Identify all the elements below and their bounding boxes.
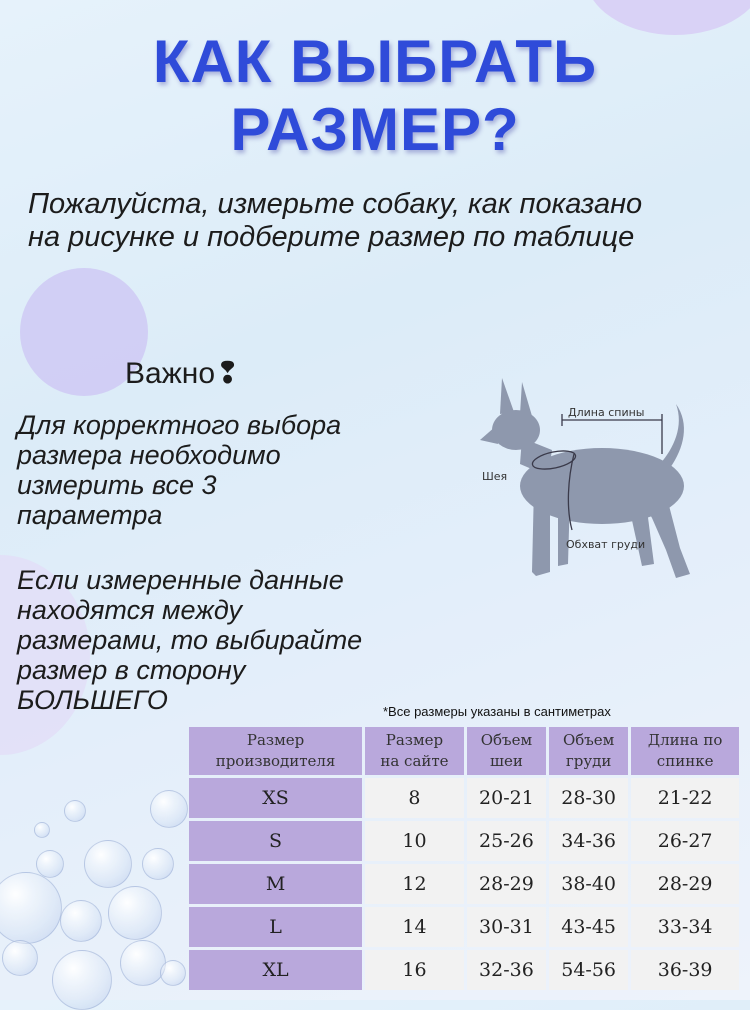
units-note: *Все размеры указаны в сантиметрах [383, 704, 611, 719]
cell-neck: 25-26 [467, 821, 546, 861]
cell-back: 36-39 [631, 950, 739, 990]
page-title [0, 28, 750, 164]
bubble [52, 950, 112, 1010]
cell-neck: 30-31 [467, 907, 546, 947]
note2-line: размерами, то выбирайте [17, 625, 363, 655]
cell-mfr-size: XL [189, 950, 362, 990]
bubble [36, 850, 64, 878]
bubble [64, 800, 86, 822]
cell-chest: 43-45 [549, 907, 628, 947]
cell-site-size: 10 [365, 821, 464, 861]
header-back-length: Длина по спинке [631, 727, 739, 775]
table-row [189, 821, 739, 861]
title-line-1: КАК ВЫБРАТЬ [152, 28, 598, 95]
cell-chest: 38-40 [549, 864, 628, 904]
cell-mfr-size: XS [189, 778, 362, 818]
bubble [84, 840, 132, 888]
note1-line: размера необходимо [17, 440, 281, 470]
cell-back: 33-34 [631, 907, 739, 947]
bubble [120, 940, 166, 986]
note1-line: измерить все 3 [17, 470, 217, 500]
cell-back: 28-29 [631, 864, 739, 904]
bubble [142, 848, 174, 880]
bubble [150, 790, 188, 828]
bubble [0, 872, 62, 944]
label-chest: Обхват груди [566, 538, 646, 551]
note2-line: размер в сторону [17, 655, 246, 685]
note1-line: Для корректного выбора [17, 410, 342, 440]
important-heading: Важно❢ [125, 357, 241, 390]
table-row [189, 778, 739, 818]
cell-mfr-size: L [189, 907, 362, 947]
intro-text [28, 188, 738, 254]
header-manufacturer-size: Размер производителя [189, 727, 362, 775]
cell-neck: 28-29 [467, 864, 546, 904]
table-row [189, 950, 739, 990]
bubble [60, 900, 102, 942]
cell-site-size: 12 [365, 864, 464, 904]
table-row [189, 864, 739, 904]
note-measure-all [17, 410, 407, 530]
header-chest: Объем груди [549, 727, 628, 775]
header-neck: Объем шеи [467, 727, 546, 775]
cell-neck: 20-21 [467, 778, 546, 818]
title-line-2: РАЗМЕР? [230, 96, 520, 163]
size-table [186, 724, 742, 993]
bubble [108, 886, 162, 940]
cell-chest: 34-36 [549, 821, 628, 861]
cell-mfr-size: M [189, 864, 362, 904]
bubble [160, 960, 186, 986]
cell-chest: 28-30 [549, 778, 628, 818]
header-site-size: Размер на сайте [365, 727, 464, 775]
note2-line: Если измеренные данные [17, 565, 344, 595]
bubble [34, 822, 50, 838]
note2-line: БОЛЬШЕГО [17, 685, 168, 715]
intro-line-1: Пожалуйста, измерьте собаку, как показано [28, 188, 643, 220]
bubble [2, 940, 38, 976]
intro-line-2: на рисунке и подберите размер по таблице [28, 221, 635, 253]
cell-site-size: 16 [365, 950, 464, 990]
label-back-length: Длина спины [568, 406, 645, 419]
table-header-row [189, 727, 739, 775]
label-neck: Шея [482, 470, 508, 483]
note1-line: параметра [17, 500, 163, 530]
cell-neck: 32-36 [467, 950, 546, 990]
note-choose-bigger [17, 565, 407, 715]
cell-chest: 54-56 [549, 950, 628, 990]
cell-site-size: 14 [365, 907, 464, 947]
dog-measurement-diagram [470, 368, 735, 598]
cell-site-size: 8 [365, 778, 464, 818]
table-row [189, 907, 739, 947]
cell-back: 26-27 [631, 821, 739, 861]
cell-mfr-size: S [189, 821, 362, 861]
cell-back: 21-22 [631, 778, 739, 818]
note2-line: находятся между [17, 595, 242, 625]
